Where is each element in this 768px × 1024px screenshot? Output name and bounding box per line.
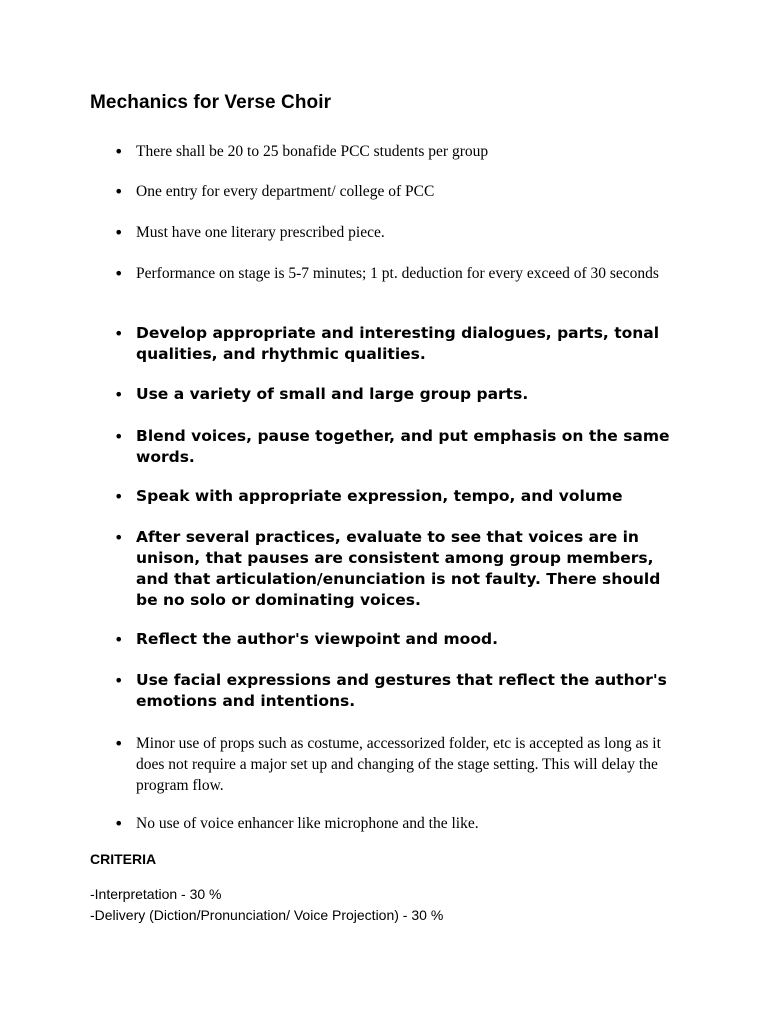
list-item	[114, 323, 674, 365]
bullet-icon: •	[114, 427, 124, 446]
bullet-icon: •	[114, 182, 124, 201]
list-item	[114, 629, 674, 650]
bullet-icon: •	[114, 630, 124, 649]
bullet-icon: •	[114, 142, 124, 161]
list-item-text: Blend voices, pause together, and put emphasis on the same words.	[136, 427, 670, 466]
bullet-icon: •	[114, 528, 124, 547]
criteria-line: -Delivery (Diction/Pronunciation/ Voice Projection) - 30 %	[90, 907, 444, 923]
list-item-text: After several practices, evaluate to see that voices are in unison, that pauses are consistent among group members, and that articulation/enunciation is not faulty. There should be no solo or dominating voices.	[136, 528, 661, 609]
list-item	[114, 426, 674, 468]
criteria-line: -Interpretation - 30 %	[90, 886, 222, 902]
list-item	[114, 141, 674, 162]
list-item-text: Must have one literary prescribed piece.	[136, 224, 385, 241]
bullet-icon: •	[114, 487, 124, 506]
list-item	[114, 813, 674, 834]
list-item	[114, 670, 674, 712]
list-item	[114, 181, 674, 202]
list-item	[114, 486, 674, 507]
bullet-icon: •	[114, 324, 124, 343]
list-item-text: Minor use of props such as costume, accessorized folder, etc is accepted as long as it does not require a major set up and changing of the stage setting. This will delay the program flow.	[136, 735, 661, 794]
bullet-icon: •	[114, 223, 124, 242]
list-item	[114, 384, 674, 405]
list-item-text: One entry for every department/ college of PCC	[136, 183, 435, 200]
bullet-icon: •	[114, 671, 124, 690]
list-item-text: Speak with appropriate expression, tempo, and volume	[136, 487, 623, 505]
bullet-icon: •	[114, 814, 124, 833]
list-item	[114, 222, 674, 243]
bullet-icon: •	[114, 385, 124, 404]
list-item-text: Performance on stage is 5-7 minutes; 1 pt. deduction for every exceed of 30 seconds	[136, 265, 659, 282]
list-item-text: Use a variety of small and large group parts.	[136, 385, 529, 403]
bullet-icon: •	[114, 734, 124, 753]
list-item	[114, 263, 674, 284]
list-item-text: Reflect the author's viewpoint and mood.	[136, 630, 498, 648]
list-item-text: Use facial expressions and gestures that reflect the author's emotions and intentions.	[136, 671, 667, 710]
list-item	[114, 733, 674, 796]
list-item-text: No use of voice enhancer like microphone and the like.	[136, 815, 479, 832]
document-title: Mechanics for Verse Choir	[90, 92, 332, 113]
criteria-heading: CRITERIA	[90, 851, 157, 867]
list-item	[114, 527, 674, 611]
list-item-text: Develop appropriate and interesting dialogues, parts, tonal qualities, and rhythmic qualities.	[136, 324, 660, 363]
bullet-icon: •	[114, 264, 124, 283]
list-item-text: There shall be 20 to 25 bonafide PCC students per group	[136, 143, 489, 160]
